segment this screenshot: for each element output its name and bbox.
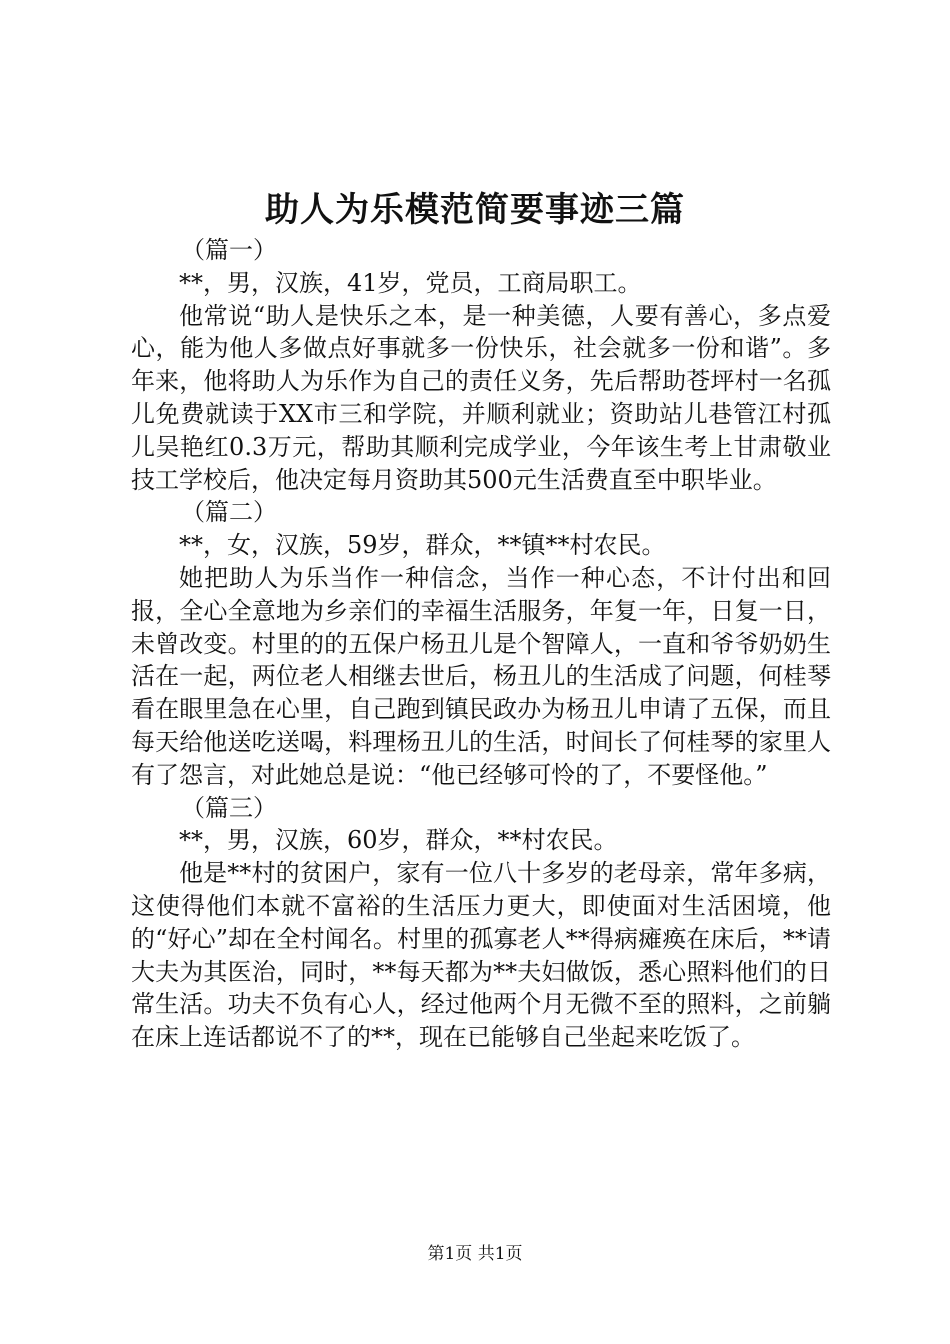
section-3	[131, 792, 831, 1054]
document-title: 助人为乐模范简要事迹三篇	[265, 190, 685, 230]
section-heading: （篇二）	[181, 498, 277, 527]
story-paragraph: 他常说“助人是快乐之本，是一种美德，人要有善心，多点爱心，能为他人多做点好事就多一份快乐，社会就多一份和谐”。多年来，他将助人为乐作为自己的责任义务，先后帮助苍坪村一名孤儿免费就读于XX市三和学院，并顺利就业；资助站儿巷管江村孤儿吴艳红0.3万元，帮助其顺利完成学业，今年该生考上甘肃敬业技工学校后，他决定每月资助其500元生活费直至中职毕业。	[131, 301, 831, 494]
section-2	[131, 496, 831, 791]
story-paragraph: 她把助人为乐当作一种信念，当作一种心态，不计付出和回报，全心全意地为乡亲们的幸福生活服务，年复一年，日复一日，未曾改变。村里的的五保户杨丑儿是个智障人，一直和爷爷奶奶生活在一起，两位老人相继去世后，杨丑儿的生活成了问题，何桂琴看在眼里急在心里，自己跑到镇民政办为杨丑儿申请了五保，而且每天给他送吃送喝，料理杨丑儿的生活，时间长了何桂琴的家里人有了怨言，对此她总是说：“他已经够可怜的了，不要怪他。”	[131, 563, 831, 789]
page-number-footer: 第1页 共1页	[427, 1244, 523, 1264]
profile-line: **，男，汉族，60岁，群众，**村农民。	[179, 826, 618, 855]
story-paragraph: 他是**村的贫困户，家有一位八十多岁的老母亲，常年多病，这使得他们本就不富裕的生活压力更大，即使面对生活困境，他的“好心”却在全村闻名。村里的孤寡老人**得病瘫痪在床后，**请大夫为其医治，同时，**每天都为**夫妇做饭，悉心照料他们的日常生活。功夫不负有心人，经过他两个月无微不至的照料，之前躺在床上连话都说不了的**，现在已能够自己坐起来吃饭了。	[131, 859, 831, 1052]
section-1	[131, 234, 831, 496]
profile-line: **，男，汉族，41岁，党员，工商局职工。	[179, 268, 642, 297]
profile-line: **，女，汉族，59岁，群众，**镇**村农民。	[179, 531, 666, 560]
document-body	[131, 234, 831, 1054]
section-heading: （篇一）	[181, 236, 277, 264]
section-heading: （篇三）	[181, 793, 277, 822]
